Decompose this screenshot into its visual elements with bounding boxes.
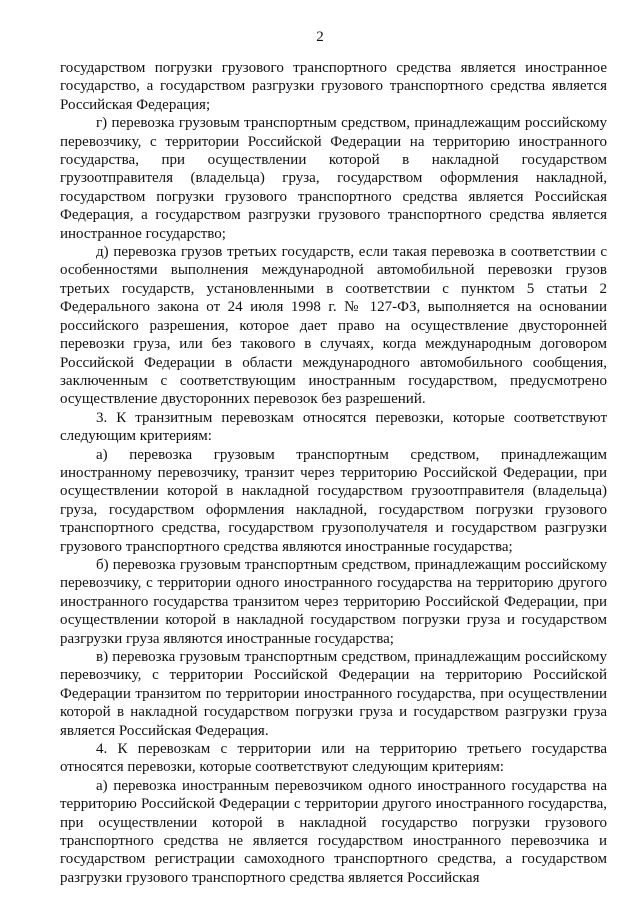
page-number: 2: [316, 29, 324, 45]
paragraph-item-d: д) перевозка грузов третьих государств, если такая перевозка в соответствии с особенностями выполнения международной автомобильной перевозки грузов третьих государств, установленными в соответствии с пунктом 5 статьи 2 Федерального закона от 24 июля 1998 г. № 127-ФЗ, выполняется на основании российского разрешения, которое дает право на осуществление двусторонней перевозки груза, или без такового в случаях, когда международным договором Российской Федерации в области международного автомобильного сообщения, заключенным с соответствующим иностранным государством, предусмотрено осуществление двусторонних перевозок без разрешений.: [60, 244, 607, 408]
paragraph-section-3: 3. К транзитным перевозкам относятся перевозки, которые соответствуют следующим критериям:: [60, 409, 607, 445]
paragraph-section-3-item-v: в) перевозка грузовым транспортным средством, принадлежащим российскому перевозчику, с территории Российской Федерации на территорию Российской Федерации транзитом по территории иностранного государства, при осуществлении которой в накладной государством погрузки груза и государством разгрузки груза является Российская Федерация.: [60, 649, 607, 739]
paragraph-section-3-item-a: а) перевозка грузовым транспортным средством, принадлежащим иностранному перевозчику, транзит через территорию Российской Федерации, при осуществлении которой в накладной государством грузоотправителя (владельца) груза, государством оформления накладной, государством погрузки грузового транспортного средства, государством грузополучателя и государством разгрузки грузового транспортного средства являются иностранные государства;: [60, 446, 607, 555]
paragraph-section-4: 4. К перевозкам с территории или на территорию третьего государства относятся перевозки, которые соответствуют следующим критериям:: [60, 741, 607, 776]
paragraph-item-g: г) перевозка грузовым транспортным средством, принадлежащим российскому перевозчику, с территории Российской Федерации на территорию иностранного государства, при осуществлении которой в накладной государством грузоотправителя (владельца) груза, государством оформления накладной, государством погрузки грузового транспортного средства является Российская Федерация, а государством разгрузки грузового транспортного средства является иностранное государство;: [60, 115, 607, 242]
document-body: [60, 59, 607, 887]
paragraph-section-4-item-a: а) перевозка иностранным перевозчиком одного иностранного государства на территорию Российской Федерации с территории другого иностранного государства, при осуществлении которой в накладной государство погрузки грузового транспортного средства не является государством иностранного перевозчика и государством регистрации самоходного транспортного средства, а государством разгрузки грузового транспортного средства является Российская: [60, 777, 607, 886]
paragraph-section-3-item-b: б) перевозка грузовым транспортным средством, принадлежащим российскому перевозчику, с территории одного иностранного государства на территорию другого иностранного государства транзитом через территорию Российской Федерации, при осуществлении которой в накладной государством погрузки груза и государством разгрузки груза являются иностранные государства;: [60, 556, 607, 647]
paragraph-continuation: государством погрузки грузового транспортного средства является иностранное государство, а государством разгрузки грузового транспортного средства является Российская Федерация;: [60, 60, 607, 113]
